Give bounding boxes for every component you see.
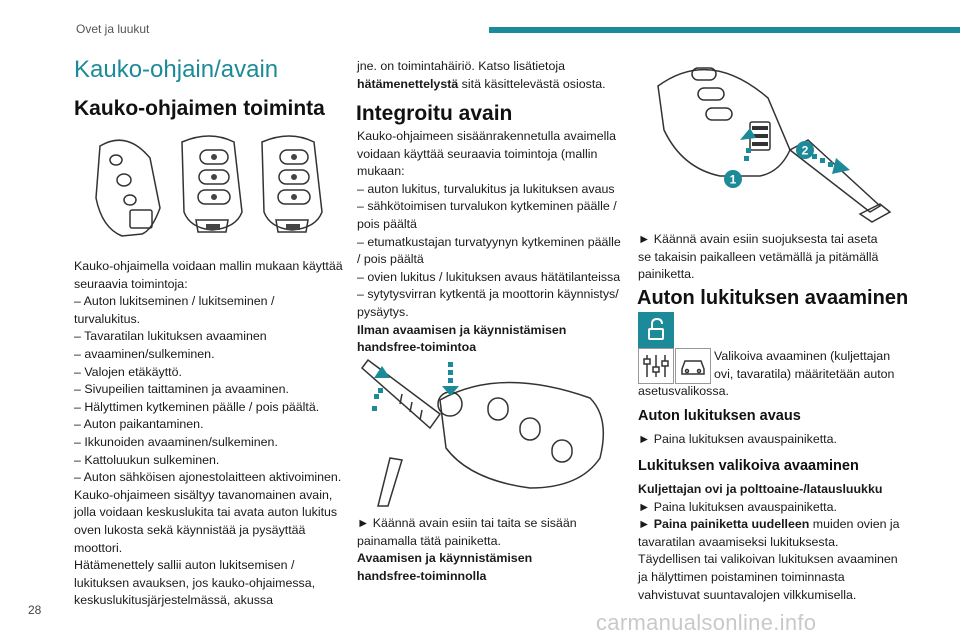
- text-span: muiden ovien ja: [809, 517, 900, 532]
- bold-line: handsfree-toiminnolla: [357, 568, 487, 583]
- remote-functions-text: [74, 258, 344, 610]
- text-line: ► Käännä avain esiin suojuksesta tai aseta: [638, 232, 878, 246]
- section-label: Ovet ja luukut: [76, 22, 150, 36]
- text-line: [638, 516, 918, 534]
- text-line: – etumatkustajan turvatyynyn kytkeminen päälle: [357, 234, 621, 249]
- text-line: – auton lukitus, turvalukitus ja lukituksen avaus: [357, 181, 615, 196]
- text-line: seuraavia toimintoja:: [74, 276, 188, 291]
- text-line: moottori.: [74, 540, 123, 555]
- text-line: vahvistuvat suuntavalojen vilkkumisella.: [638, 587, 857, 602]
- text-line: / pois päältä: [357, 252, 424, 267]
- unlock-icon: [638, 312, 674, 348]
- fold-instructions: [357, 515, 627, 585]
- text-line: se takaisin paikalleen vetämällä ja pitämällä: [638, 249, 879, 264]
- car-icon: [675, 348, 711, 384]
- bold-term: ► Paina painiketta uudelleen: [638, 517, 810, 532]
- section-heading-unlocking: Auton lukituksen avaaminen: [637, 287, 909, 309]
- subheading-selective-unlock: Lukituksen valikoiva avaaminen: [638, 458, 859, 474]
- text-line: painamalla tätä painiketta.: [357, 533, 501, 548]
- key-fold-illustration: [360, 348, 620, 508]
- intro-text: [357, 58, 627, 93]
- text-line: ► Paina lukituksen avauspainiketta.: [638, 432, 837, 446]
- key-extract-text: [638, 231, 908, 284]
- text-line: jne. on toimintahäiriö. Katso lisätietoja: [357, 59, 566, 73]
- text-line: Valikoiva avaaminen (kuljettajan: [714, 349, 891, 363]
- text-line: mukaan:: [357, 164, 405, 179]
- text-line: jolla voidaan keskuslukita tai avata auton lukitus: [74, 505, 338, 520]
- page-number: 28: [28, 603, 42, 617]
- page-title: Kauko-ohjain/avain: [74, 56, 279, 83]
- text-line: tavaratilan avaamiseksi lukituksesta.: [638, 534, 839, 549]
- text-line: Kauko-ohjaimeen sisältyy tavanomainen avain,: [74, 487, 333, 502]
- text-line: – Auton paikantaminen.: [74, 417, 204, 432]
- key-extract-illustration: [640, 46, 900, 226]
- text-line: – avaaminen/sulkeminen.: [74, 346, 215, 361]
- text-line: voidaan käyttää seuraavia toimintoja (mallin: [357, 146, 598, 161]
- selective-unlock-note: [714, 348, 904, 383]
- bold-line: handsfree-toimintoa: [357, 340, 477, 355]
- settings-sliders-icon: [638, 348, 674, 384]
- section-heading-integrated-key: Integroitu avain: [356, 102, 513, 125]
- bold-line: Avaamisen ja käynnistämisen: [357, 551, 533, 566]
- text-line: – sähkötoimisen turvalukon kytkeminen päälle /: [357, 199, 617, 214]
- text-line: – Tavaratilan lukituksen avaaminen: [74, 329, 267, 344]
- watermark: carmanualsonline.info: [596, 610, 817, 635]
- text-line: pysäytys.: [357, 304, 409, 319]
- section-heading-remote: Kauko-ohjaimen toiminta: [74, 97, 325, 120]
- text-line: – sytytysvirran kytkentä ja moottorin käynnistys/: [357, 287, 619, 302]
- text-line: – Sivupeilien taittaminen ja avaaminen.: [74, 382, 289, 397]
- figure-label-1: 1: [729, 172, 737, 187]
- text-line: pois päältä: [357, 216, 417, 231]
- text-line: [357, 76, 627, 94]
- text-line: – Auton lukitseminen / lukitseminen /: [74, 294, 275, 309]
- text-line: painiketta.: [638, 267, 695, 282]
- bold-term: hätämenettelystä: [357, 76, 459, 91]
- header-accent-bar: [489, 27, 960, 33]
- text-line: Kauko-ohjaimeen sisäänrakennetulla avaimella: [357, 129, 616, 143]
- text-line: – Ikkunoiden avaaminen/sulkeminen.: [74, 434, 278, 449]
- text-line: asetusvalikossa.: [638, 384, 729, 398]
- bold-line: Kuljettajan ovi ja polttoaine-/latausluukku: [638, 482, 883, 496]
- subheading-unlock: Auton lukituksen avaus: [638, 408, 801, 424]
- text-line: Hätämenettely sallii auton lukitsemisen /: [74, 558, 295, 573]
- selective-unlock-text: [638, 481, 918, 604]
- text-span: sitä käsittelevästä osiosta.: [458, 76, 606, 91]
- text-line: ja hälyttimen poistaminen toiminnasta: [638, 569, 845, 584]
- text-line: – Valojen etäkäyttö.: [74, 364, 182, 379]
- text-line: – Hälyttimen kytkeminen päälle / pois päältä.: [74, 399, 320, 414]
- bold-line: Ilman avaamisen ja käynnistämisen: [357, 322, 567, 337]
- text-line: Kauko-ohjaimella voidaan mallin mukaan käyttää: [74, 259, 343, 273]
- text-line: ► Käännä avain esiin tai taita se sisään: [357, 516, 577, 530]
- integrated-key-text: [357, 128, 627, 357]
- text-line: – ovien lukitus / lukituksen avaus hätätilanteissa: [357, 269, 621, 284]
- text-line: lukituksen avauksen, jos kauko-ohjaimessa,: [74, 575, 316, 590]
- text-line: ► Paina lukituksen avauspainiketta.: [638, 499, 837, 514]
- text-line: keskuslukitusjärjestelmässä, akussa: [74, 593, 274, 608]
- text-line: – Auton sähköisen ajonestolaitteen aktivoiminen.: [74, 470, 342, 485]
- text-line: turvalukitus.: [74, 311, 141, 326]
- text-line: ovi, tavaratila) määritetään auton: [714, 366, 895, 381]
- text-line: oven lukosta sekä käynnistää ja pysäyttää: [74, 522, 306, 537]
- remote-keys-illustration: [72, 128, 342, 243]
- text-line: – Kattoluukun sulkeminen.: [74, 452, 220, 467]
- figure-label-2: 2: [801, 143, 809, 158]
- text-line: Täydellisen tai valikoivan lukituksen avaaminen: [638, 552, 898, 567]
